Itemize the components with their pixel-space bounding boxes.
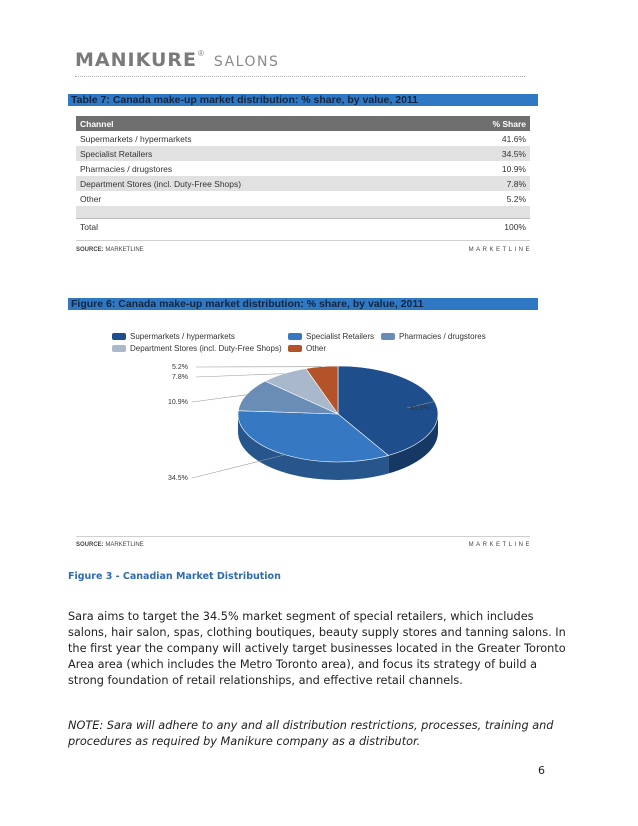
table-row <box>76 146 530 161</box>
figure-title: Figure 6: Canada make-up market distribution: % share, by value, 2011 <box>68 298 538 310</box>
col-channel-header: Channel <box>76 116 440 131</box>
pie-chart-panel <box>68 298 538 556</box>
row-share: 7.8% <box>440 176 530 191</box>
pie-chart <box>68 298 538 538</box>
row-share: 5.2% <box>506 193 526 204</box>
table-row <box>76 191 530 206</box>
pie-leader-line <box>196 374 284 377</box>
row-share: 10.9% <box>501 163 526 174</box>
table-header-row <box>76 116 530 131</box>
row-channel: Department Stores (incl. Duty-Free Shops) <box>76 176 440 191</box>
marketline-brand: MARKETLINE <box>468 542 532 548</box>
document-header <box>75 49 525 77</box>
table-spacer-row <box>76 206 530 219</box>
table-title: Table 7: Canada make-up market distribution: % share, by value, 2011 <box>68 94 538 106</box>
note-paragraph: NOTE: Sara will adhere to any and all distribution restrictions, processes, training and procedures as required by Manikure company as a distributor. <box>68 719 554 748</box>
header-divider <box>75 76 525 77</box>
table-source <box>76 247 144 253</box>
brand-subtitle: SALONS <box>213 54 280 70</box>
figure-source-divider <box>76 536 530 537</box>
pie-data-label: 41.6% <box>410 405 430 412</box>
table-row <box>76 131 530 146</box>
marketline-brand: MARKETLINE <box>468 247 532 253</box>
market-table-panel <box>68 94 538 264</box>
pie-data-label: 34.5% <box>168 475 188 482</box>
brand-logo-text: MANIKURE <box>75 49 198 71</box>
total-label: Total <box>76 219 440 235</box>
row-channel: Other <box>80 193 102 204</box>
source-label: SOURCE: <box>76 542 104 548</box>
row-channel: Specialist Retailers <box>76 146 440 161</box>
table-row <box>76 161 530 176</box>
figure-source <box>76 542 144 548</box>
col-share-header: % Share <box>440 116 530 131</box>
registered-mark: ® <box>198 49 204 58</box>
row-share: 34.5% <box>440 146 530 161</box>
body-paragraph: Sara aims to target the 34.5% market segment of special retailers, which includes salons, hair salon, spas, clothing boutiques, beauty supply stores and tanning salons. In the first year the company will actively target businesses located in the Greater Toronto Area area (which includes the Metro Toronto area), and focus its strategy of build a strong foundation of retail relationships, and effective retail channels. <box>68 610 566 687</box>
table-source-divider <box>76 240 530 241</box>
source-value: MARKETLINE <box>105 247 144 253</box>
legend-label: Supermarkets / hypermarkets <box>130 332 235 341</box>
row-channel: Supermarkets / hypermarkets <box>80 133 192 144</box>
pie-data-label: 5.2% <box>172 364 188 371</box>
market-share-table <box>76 116 530 234</box>
legend-label: Pharmacies / drugstores <box>399 332 486 341</box>
row-share: 41.6% <box>501 133 526 144</box>
total-value: 100% <box>440 219 530 235</box>
source-label: SOURCE: <box>76 247 104 253</box>
table-total-row <box>76 219 530 235</box>
table-row <box>76 176 530 191</box>
legend-label: Other <box>306 344 327 353</box>
source-value: MARKETLINE <box>105 542 144 548</box>
legend-label: Department Stores (incl. Duty-Free Shops) <box>130 344 282 353</box>
page-number: 6 <box>538 764 545 777</box>
figure-caption: Figure 3 - Canadian Market Distribution <box>68 571 281 582</box>
row-channel: Pharmacies / drugstores <box>80 163 173 174</box>
pie-leader-line <box>192 395 246 402</box>
legend-label: Specialist Retailers <box>306 332 375 341</box>
pie-data-label: 10.9% <box>168 399 188 406</box>
pie-data-label: 7.8% <box>172 374 188 381</box>
